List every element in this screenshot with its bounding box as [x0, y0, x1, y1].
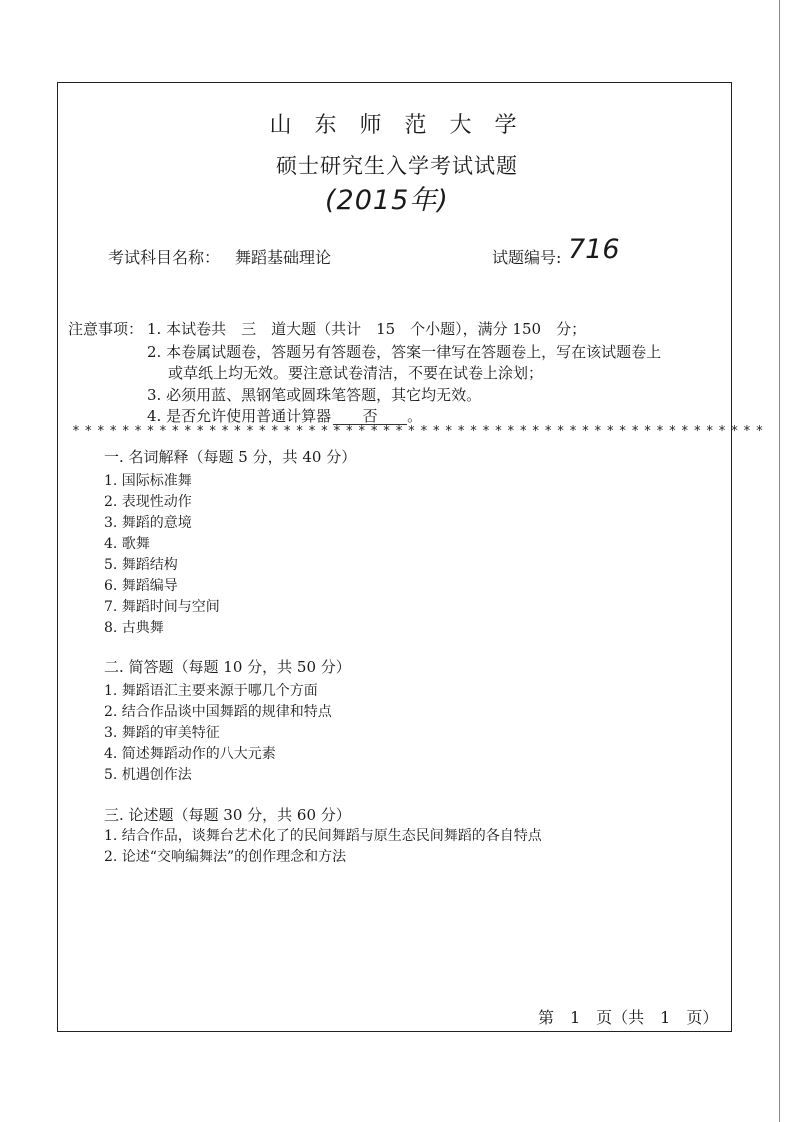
exam-code-label: 试题编号:: [492, 248, 562, 267]
section-title: 二. 简答题（每题 10 分，共 50 分）: [104, 658, 351, 676]
handwritten-year: (2015年): [325, 185, 449, 216]
section-title: 三. 论述题（每题 30 分，共 60 分）: [104, 806, 351, 824]
question-item: 2. 论述“交响编舞法”的创作理念和方法: [104, 849, 347, 865]
calculator-answer: 否: [333, 408, 407, 425]
star-divider: ********************************************************: [72, 424, 768, 439]
subject-value: 舞蹈基础理论: [235, 248, 332, 267]
question-item: 1. 国际标准舞: [104, 473, 192, 489]
question-item: 5. 机遇创作法: [104, 767, 192, 783]
note-item: 2. 本卷属试题卷，答题另有答题卷，答案一律写在答题卷上，写在该试题卷上: [147, 343, 662, 361]
question-item: 4. 歌舞: [104, 536, 150, 552]
handwritten-exam-code: 716: [568, 234, 620, 265]
question-item: 6. 舞蹈编导: [104, 578, 178, 594]
calculator-suffix: 。: [407, 407, 423, 425]
question-item: 2. 结合作品谈中国舞蹈的规律和特点: [104, 704, 332, 720]
exam-title: 硕士研究生入学考试试题: [276, 154, 518, 178]
calculator-question: 4. 是否允许使用普通计算器: [147, 407, 332, 425]
question-item: 3. 舞蹈的意境: [104, 515, 192, 531]
question-item: 2. 表现性动作: [104, 494, 192, 510]
note-item: 1. 本试卷共 三 道大题（共计 15 个小题），满分 150 分；: [147, 320, 587, 338]
subject-label: 考试科目名称：: [108, 248, 221, 267]
section-title: 一. 名词解释（每题 5 分，共 40 分）: [104, 448, 357, 466]
question-item: 8. 古典舞: [104, 620, 164, 636]
question-item: 3. 舞蹈的审美特征: [104, 725, 220, 741]
question-item: 7. 舞蹈时间与空间: [104, 599, 220, 615]
notes-label: 注意事项：: [68, 320, 144, 338]
note-item: 3. 必须用蓝、黑钢笔或圆珠笔答题，其它均无效。: [147, 386, 482, 404]
university-name: 山 东 师 范 大 学: [269, 113, 525, 138]
question-item: 1. 舞蹈语汇主要来源于哪几个方面: [104, 683, 318, 699]
question-item: 1. 结合作品，谈舞台艺术化了的民间舞蹈与原生态民间舞蹈的各自特点: [104, 828, 542, 844]
note-item-continuation: 或草纸上均无效。要注意试卷清洁，不要在试卷上涂划；: [168, 364, 544, 382]
page-number-footer: 第 1 页（共 1 页）: [538, 1008, 719, 1027]
question-item: 5. 舞蹈结构: [104, 557, 178, 573]
question-item: 4. 简述舞蹈动作的八大元素: [104, 746, 276, 762]
note-item-calculator: [147, 405, 422, 426]
